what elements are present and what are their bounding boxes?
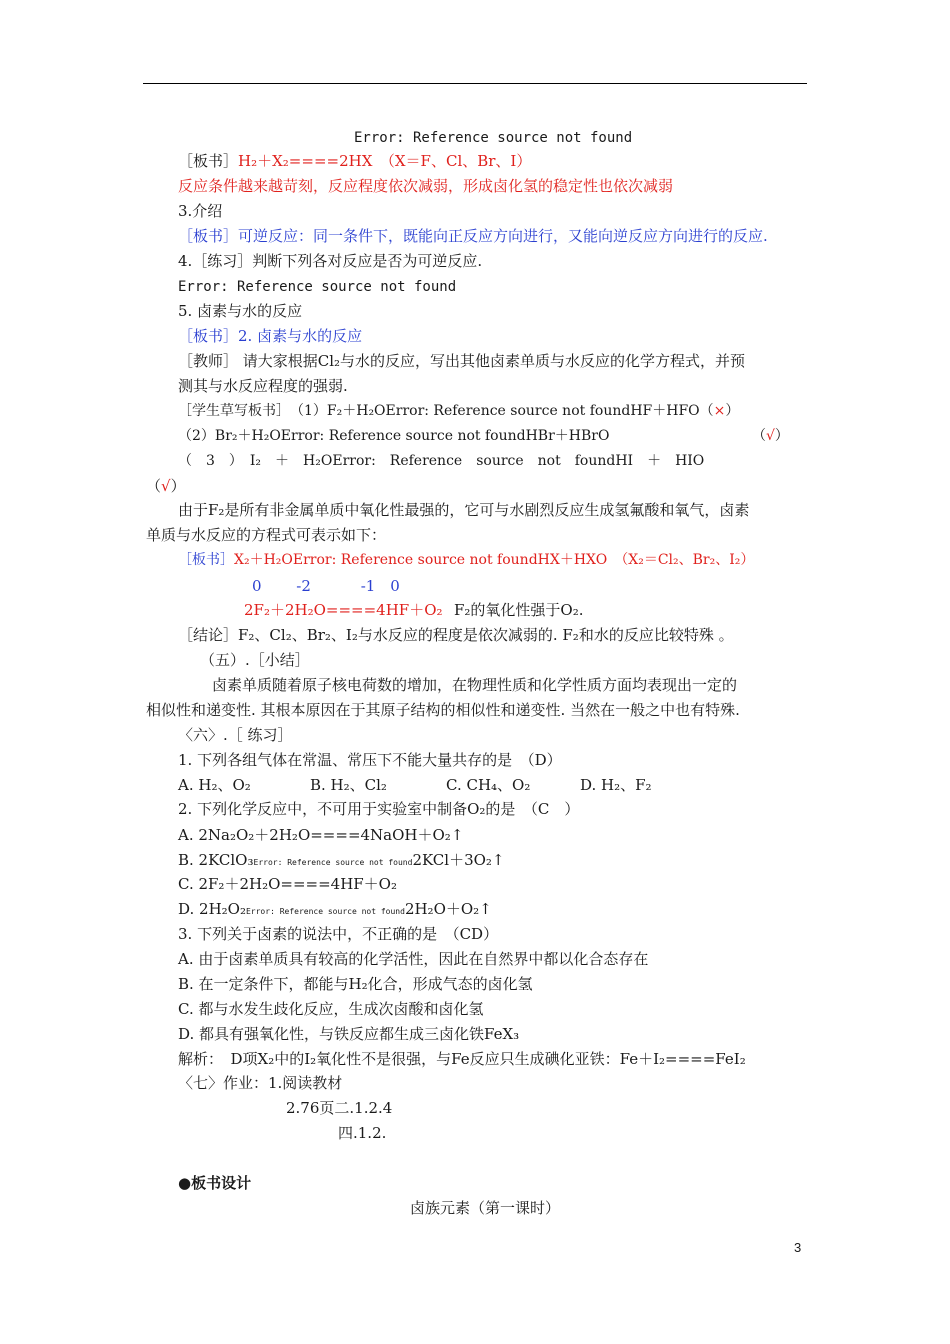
text-line: （2）Br₂＋H₂OError: Reference source not foundHBr＋HBrO — [178, 428, 610, 444]
option-d: D. H₂、F₂ — [580, 776, 652, 794]
option-b: B. H₂、Cl₂ — [310, 776, 387, 794]
text-line: F₂的氧化性强于O₂. — [454, 601, 584, 619]
page-number: 3 — [794, 1240, 802, 1255]
option-line: D. 都具有强氧化性，与铁反应都生成三卤化铁FeX₃ — [178, 1025, 520, 1043]
option-line: C. 都与水发生歧化反应，生成次卤酸和卤化氢 — [178, 1000, 484, 1018]
text-line: 卤素单质随着原子核电荷数的增加，在物理性质和化学性质方面均表现出一定的 — [212, 676, 738, 694]
text-line: ［结论］F₂、Cl₂、Br₂、I₂与水反应的程度是依次减弱的. F₂和水的反应比较特殊 。 — [178, 626, 734, 644]
board-note-line: ［板书］2. 卤素与水的反应 — [178, 327, 363, 345]
board-design-title: 卤族元素（第一课时） — [410, 1199, 561, 1217]
homework-line: 〈七〉作业：1.阅读教材 — [178, 1074, 343, 1092]
option-line: D. 2H₂O₂Error: Reference source not found2H₂O＋O₂↑ — [178, 900, 492, 918]
error-line: Error: Reference source not found — [354, 130, 633, 146]
header-rule — [143, 83, 807, 84]
text-line: ［教师］ 请大家根据Cl₂与水的反应，写出其他卤素单质与水反应的化学方程式，并预 — [178, 352, 746, 370]
cross-mark: × — [713, 403, 726, 419]
option-line: B. 在一定条件下，都能与H₂化合，形成气态的卤化氢 — [178, 975, 533, 993]
text-line: 4.［练习］判断下列各对反应是否为可逆反应. — [178, 252, 483, 270]
option-c: C. CH₄、O₂ — [446, 776, 531, 794]
board-note-line: ［板书］H₂＋X₂====2HX （X＝F、Cl、Br、I） — [178, 152, 532, 170]
text-line: 相似性和递变性. 其根本原因在于其原子结构的相似性和递变性. 当然在一般之中也有特殊. — [146, 701, 740, 719]
valence-line: 0 -2 -1 0 — [252, 577, 400, 595]
section-heading: （五）.［小结］ — [200, 651, 310, 669]
option-line: A. 由于卤素单质具有较高的化学活性，因此在自然界中都以化合态存在 — [178, 950, 649, 968]
text-line: 5. 卤素与水的反应 — [178, 302, 303, 320]
check-group: （√） — [752, 428, 789, 444]
option-a: A. H₂、O₂ — [178, 776, 251, 794]
check-group: （√） — [146, 477, 186, 495]
text-line: 反应条件越来越苛刻，反应程度依次减弱，形成卤化氢的稳定性也依次减弱 — [178, 177, 674, 195]
question-line: 3. 下列关于卤素的说法中，不正确的是 （CD） — [178, 925, 499, 943]
text-line: 3.介绍 — [178, 202, 223, 220]
error-line: Error: Reference source not found — [178, 279, 457, 295]
question-line: 2. 下列化学反应中，不可用于实验室中制备O₂的是 （C ） — [178, 800, 580, 818]
analysis-line: 解析： D项X₂中的I₂氧化性不是很强，与Fe反应只生成碘化亚铁：Fe＋I₂====FeI₂ — [178, 1050, 746, 1068]
question-line: 1. 下列各组气体在常温、常压下不能大量共存的是 （D） — [178, 751, 562, 769]
equation-line: 2F₂＋2H₂O====4HF＋O₂ — [244, 601, 443, 619]
text-line: 单质与水反应的方程式可表示如下： — [146, 526, 387, 544]
text-line: ［学生草写板书］ （1）F₂＋H₂OError: Reference source not foundHF＋HFO（×） — [178, 403, 740, 419]
board-design-heading: ●板书设计 — [178, 1174, 252, 1192]
board-note-line: ［板书］X₂＋H₂OError: Reference source not foundHX＋HXO （X₂＝Cl₂、Br₂、I₂） — [178, 552, 755, 568]
board-note-line: ［板书］可逆反应：同一条件下，既能向正反应方向进行，又能向逆反应方向进行的反应. — [178, 227, 768, 245]
text-line: （ 3 ） I₂ ＋ H₂OError: Reference source not foundHI ＋ HIO — [178, 453, 705, 469]
option-line: C. 2F₂＋2H₂O====4HF＋O₂ — [178, 875, 397, 893]
option-line: A. 2Na₂O₂＋2H₂O====4NaOH＋O₂↑ — [178, 826, 464, 844]
homework-line: 四.1.2. — [338, 1124, 387, 1142]
check-mark: √ — [766, 428, 775, 444]
text-line: 由于F₂是所有非金属单质中氧化性最强的，它可与水剧烈反应生成氢氟酸和氧气，卤素 — [178, 501, 750, 519]
check-mark: √ — [161, 477, 171, 495]
option-line: B. 2KClO₃Error: Reference source not found2KCl＋3O₂↑ — [178, 851, 505, 869]
homework-line: 2.76页二.1.2.4 — [286, 1099, 393, 1117]
text-line: 测其与水反应程度的强弱. — [178, 377, 348, 395]
section-heading: 〈六〉.［ 练习］ — [178, 726, 293, 744]
